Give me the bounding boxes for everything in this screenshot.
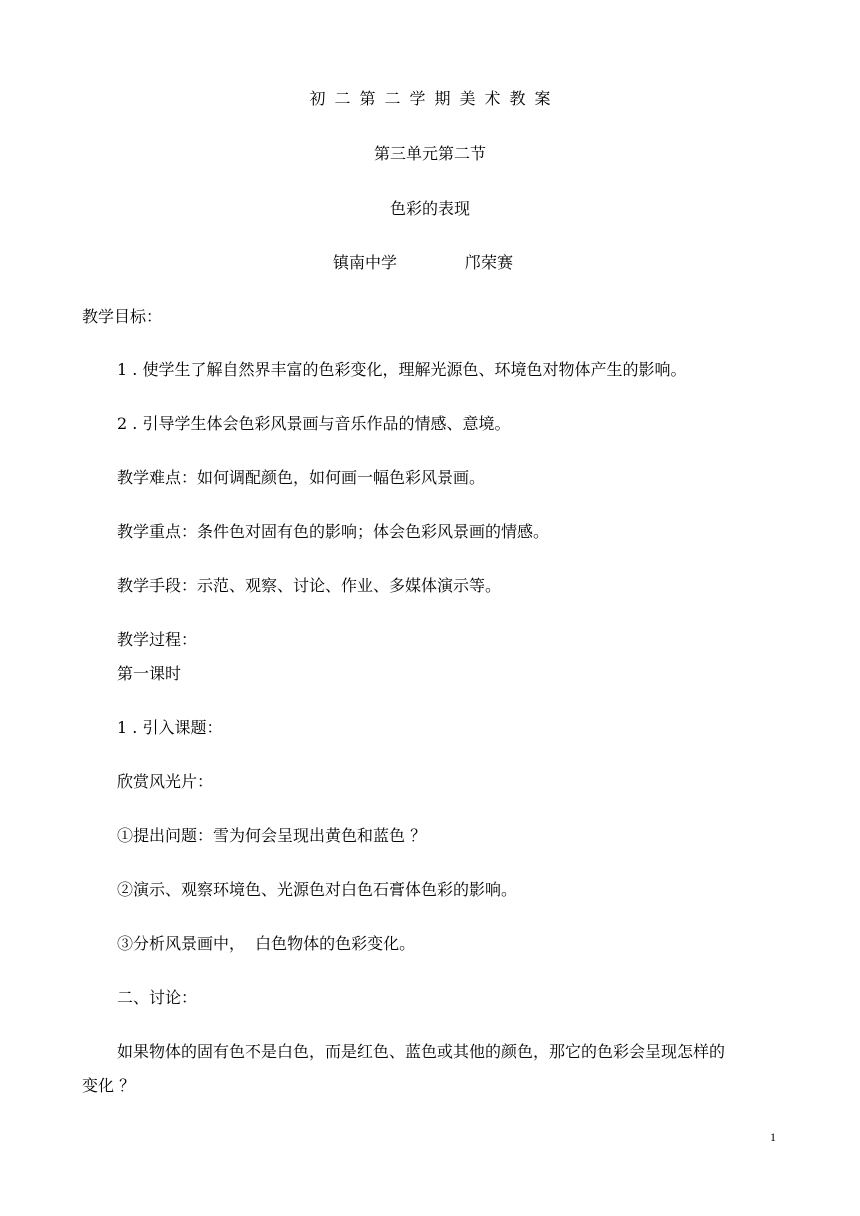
- objectives-heading: 教学目标：: [82, 307, 163, 326]
- step-heading: 1 . 引入课题：: [117, 718, 223, 737]
- objective-item: 1 . 使学生了解自然界丰富的色彩变化，理解光源色、环境色对物体产生的影响。: [117, 360, 687, 379]
- page-number: 1: [770, 1130, 776, 1144]
- period-label: 第一课时: [117, 664, 182, 683]
- list-item: ①提出问题：雪为何会呈现出黄色和蓝色 ？: [117, 826, 427, 845]
- teaching-methods: 教学手段：示范、观察、讨论、作业、多媒体演示等。: [117, 576, 502, 595]
- list-item: ②演示、观察环境色、光源色对白色石膏体色彩的影响。: [117, 880, 518, 899]
- discussion-heading: 二、讨论：: [117, 988, 198, 1007]
- teaching-difficulty: 教学难点：如何调配颜色，如何画一幅色彩风景画。: [117, 468, 486, 487]
- discussion-text: 如果物体的固有色不是白色，而是红色、蓝色或其他的颜色，那它的色彩会呈现怎样的: [117, 1042, 726, 1061]
- list-item: ③分析风景画中， 白色物体的色彩变化。: [117, 934, 416, 953]
- author-name: 邝荣赛: [465, 253, 514, 272]
- teaching-key-point: 教学重点：条件色对固有色的影响；体会色彩风景画的情感。: [117, 522, 550, 541]
- unit-heading: 第三单元第二节: [373, 144, 486, 163]
- school-name: 镇南中学: [333, 253, 398, 272]
- document-title: 初二第二学期美术教案: [309, 89, 560, 108]
- appreciate-label: 欣赏风光片：: [117, 772, 214, 791]
- process-heading: 教学过程：: [117, 630, 198, 649]
- lesson-title: 色彩的表现: [389, 199, 470, 218]
- objective-item: 2 . 引导学生体会色彩风景画与音乐作品的情感、意境。: [117, 414, 511, 433]
- discussion-text-continued: 变化 ？: [82, 1076, 136, 1095]
